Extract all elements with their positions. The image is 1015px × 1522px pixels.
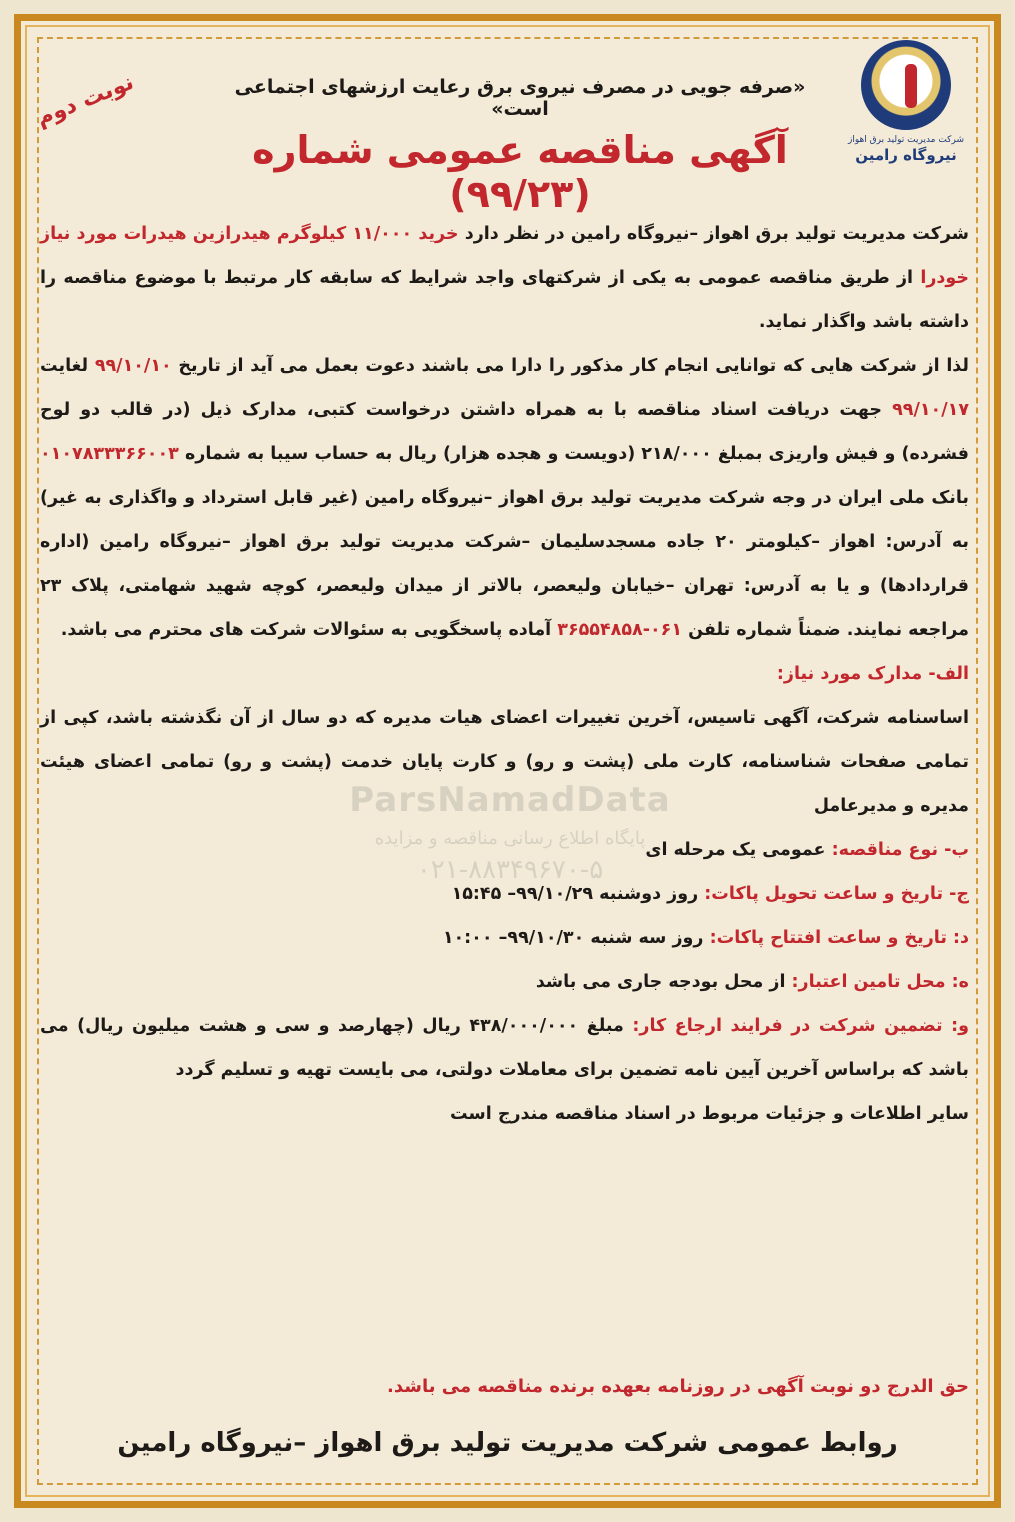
section-b-title: ب- نوع مناقصه: (825, 840, 969, 860)
account-number: ۰۱۰۷۸۳۳۳۶۶۰۰۳ (40, 444, 179, 464)
logo-plant-name: نیروگاه رامین (855, 146, 957, 164)
round-label: نوبت دوم (33, 69, 138, 132)
intro-text-2: از طریق مناقصه عمومی به یکی از شرکتهای واجد شرایط که سابقه کار مرتبط با موضوع مناقصه را داشته باشد واگذار نماید. (40, 268, 969, 332)
logo-emblem-icon (861, 40, 951, 130)
section-d-value: روز سه شنبه ۹۹/۱۰/۳۰– ۱۰:۰۰ (442, 928, 704, 948)
ad-body (40, 212, 969, 1136)
section-e-title: ه: محل تامین اعتبار: (785, 972, 969, 992)
section-a-label (40, 652, 969, 696)
fee-note: حق الدرج دو نوبت آگهی در روزنامه بعهده برنده مناقصه می باشد. (387, 1376, 969, 1397)
watermark-phone: ۰۲۱-۸۸۳۴۹۶۷۰-۵ (416, 855, 604, 885)
section-a-text: اساسنامه شرکت، آگهی تاسیس، آخرین تغییرات اعضای هیات مدیره که دو سال از آن نگذشته باشد، کپی از تمامی صفحات شناسنامه، کارت ملی (پشت و رو) و کارت پایان خدمت (پشت و رو) تمامی اعضای هیئت مدیره و مدیرعامل (40, 708, 969, 816)
section-e-value: از محل بودجه جاری می باشد (535, 972, 786, 992)
address-text: بانک ملی ایران در وجه شرکت مدیریت تولید برق اهواز –نیروگاه رامین (غیر قابل استرداد و واگذاری به غیر) به آدرس: اهواز –کیلومتر ۲۰ جاده مسجدسلیمان –شرکت مدیریت تولید برق اهواز –نیروگاه رامین (اداره قراردادها) و یا به آدرس: تهران –خیابان ولیعصر، بالاتر از میدان ولیعصر، کوچه شهید شهامتی، پلاک ۲۳ مراجعه نمایند. ضمناً شماره تلفن (40, 488, 969, 640)
section-b-value: عمومی یک مرحله ای (645, 840, 826, 860)
section-d-title: د: تاریخ و ساعت افتتاح پاکات: (703, 928, 969, 948)
intro-paragraph-2 (40, 344, 969, 652)
start-date: ۹۹/۱۰/۱۰ (94, 356, 172, 376)
section-f-value: مبلغ ۴۳۸/۰۰۰/۰۰۰ ریال (چهارصد و سی و هشت میلیون ریال) می باشد که براساس آخرین آیین نامه تضمین برای معاملات دولتی، می بایست تهیه و تسلیم گردد (40, 1016, 969, 1080)
intro-paragraph-1 (40, 212, 969, 344)
section-c (40, 872, 969, 916)
end-date: ۹۹/۱۰/۱۷ (892, 400, 969, 420)
tender-subject: خرید ۱۱/۰۰۰ کیلوگرم هیدرازین هیدرات مورد نیاز خودرا (40, 224, 969, 288)
logo-company-text: شرکت مدیریت تولید برق اهواز (848, 135, 964, 145)
watermark-brand: ParsNamadData (349, 780, 671, 820)
section-f (40, 1004, 969, 1092)
section-c-title: ج- تاریخ و ساعت تحویل پاکات: (698, 884, 969, 904)
page-title: آگهی مناقصه عمومی شماره (۹۹/۲۳) (252, 128, 788, 216)
intro-text: شرکت مدیریت تولید برق اهواز –نیروگاه رامین در نظر دارد (458, 224, 969, 244)
phone-number: ۰۶۱-۳۶۵۵۴۸۵۸ (557, 620, 683, 640)
documents-text: جهت دریافت اسناد مناقصه با به همراه داشتن درخواست کتبی، مدارک ذیل (در قالب دو لوح فشرده) و فیش واریزی بمبلغ ۲۱۸/۰۰۰ (دویست و هجده هزار) ریال به حساب سیبا به شماره (40, 400, 969, 464)
section-f-title: و: تضمین شرکت در فرایند ارجاع کار: (623, 1016, 970, 1036)
section-e (40, 960, 969, 1004)
section-b (40, 828, 969, 872)
other-info: سایر اطلاعات و جزئیات مربوط در اسناد مناقصه مندرج است (450, 1104, 969, 1124)
until-text: لغایت (40, 356, 95, 376)
ramin-logo (831, 40, 981, 190)
slogan: «صرفه جویی در مصرف نیروی برق رعایت ارزشهای اجتماعی است» (234, 76, 806, 120)
section-a-title: الف- مدارک مورد نیاز: (776, 664, 969, 684)
signature: روابط عمومی شرکت مدیریت تولید برق اهواز –نیروگاه رامین (117, 1428, 898, 1458)
section-d (40, 916, 969, 960)
closing-text: آماده پاسخگویی به سئوالات شرکت های محترم می باشد. (60, 620, 558, 640)
invite-text: لذا از شرکت هایی که توانایی انجام کار مذکور را دارا می باشند دعوت بعمل می آید از تاریخ (171, 356, 969, 376)
section-c-value: روز دوشنبه ۹۹/۱۰/۲۹– ۱۵:۴۵ (451, 884, 699, 904)
watermark-subtitle: پایگاه اطلاع رسانی مناقصه و مزایده (374, 828, 646, 849)
